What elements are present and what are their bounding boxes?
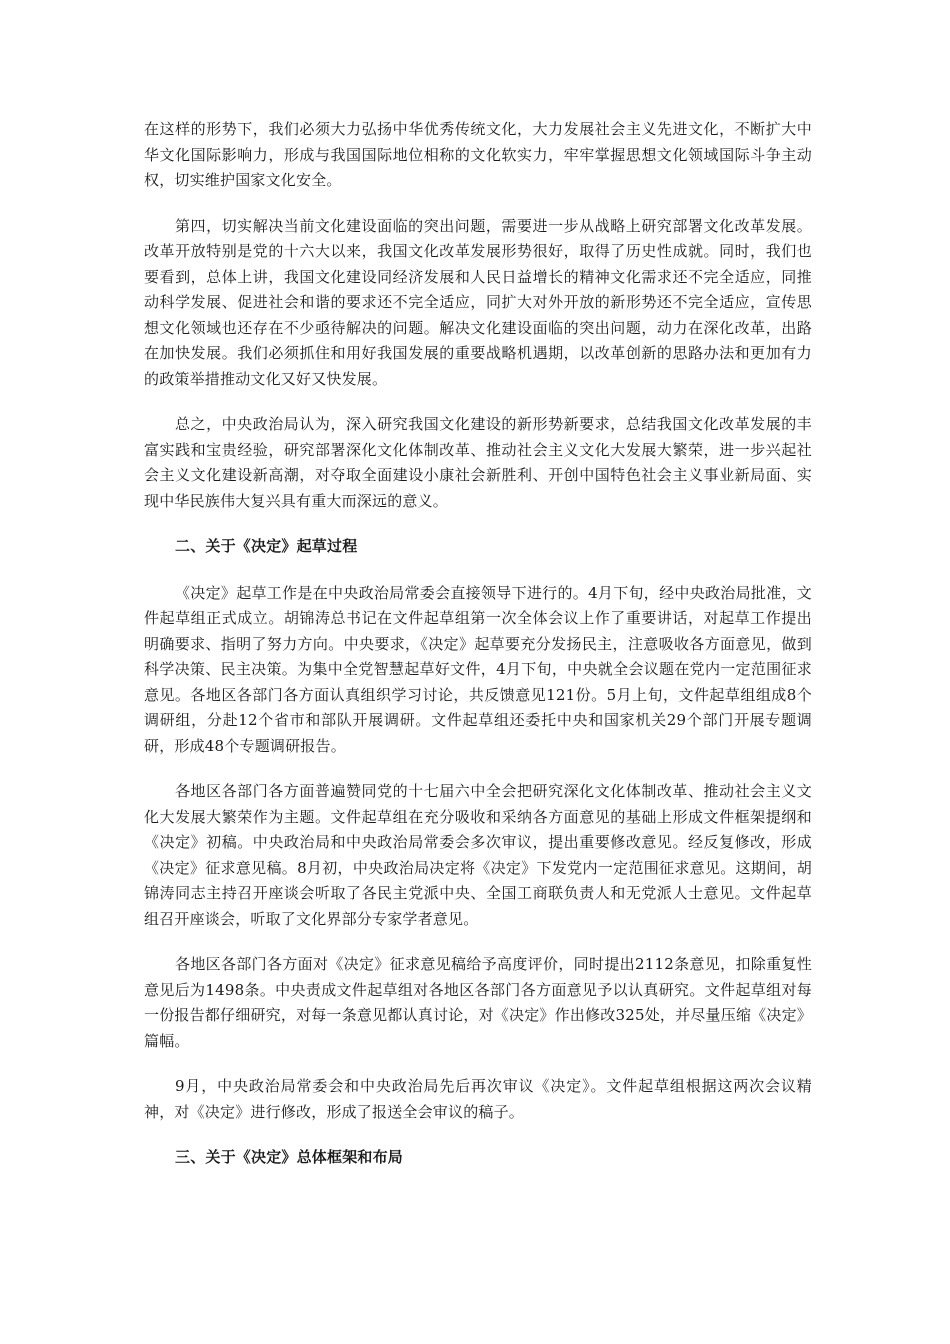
section-heading-drafting-process: 二、关于《决定》起草过程 — [175, 537, 358, 555]
paragraph-feedback: 各地区各部门各方面对《决定》征求意见稿给予高度评价，同时提出2112条意见，扣除重复性意见后为1498条。中央责成文件起草组对各地区各部门各方面意见予以认真研究。文件起草组对每一份报告都仔细研究，对每一条意见都认真讨论，对《决定》作出修改325处，并尽量压缩《决定》篇幅。 — [144, 955, 812, 1050]
paragraph-fourth-point: 第四，切实解决当前文化建设面临的突出问题，需要进一步从战略上研究部署文化改革发展。改革开放特别是党的十六大以来，我国文化改革发展形势很好，取得了历史性成就。同时，我们也要看到，总体上讲，我国文化建设同经济发展和人民日益增长的精神文化需求还不完全适应，同推动科学发展、促进社会和谐的要求还不完全适应，同扩大对外开放的新形势还不完全适应，宣传思想文化领域也还存在不少亟待解决的问题。解决文化建设面临的突出问题，动力在深化改革，出路在加快发展。我们必须抓住和用好我国发展的重要战略机遇期，以改革创新的思路办法和更加有力的政策举措推动文化又好又快发展。 — [144, 216, 812, 388]
paragraph-september-review: 9月，中央政治局常委会和中央政治局先后再次审议《决定》。文件起草组根据这两次会议精神，对《决定》进行修改，形成了报送全会审议的稿子。 — [144, 1077, 812, 1121]
paragraph-conclusion: 总之，中央政治局认为，深入研究我国文化建设的新形势新要求，总结我国文化改革发展的丰富实践和宝贵经验，研究部署深化文化体制改革、推动社会主义文化大发展大繁荣，进一步兴起社会主义文化建设新高潮，对夺取全面建设小康社会新胜利、开创中国特色社会主义事业新局面、实现中华民族伟大复兴具有重大而深远的意义。 — [144, 415, 812, 510]
section-heading-framework: 三、关于《决定》总体框架和布局 — [175, 1148, 404, 1166]
paragraph-drafting-start: 《决定》起草工作是在中央政治局常委会直接领导下进行的。4月下旬，经中央政治局批准，文件起草组正式成立。胡锦涛总书记在文件起草组第一次全体会议上作了重要讲话，对起草工作提出明确要求、指明了努力方向。中央要求，《决定》起草要充分发扬民主，注意吸收各方面意见，做到科学决策、民主决策。为集中全党智慧起草好文件，4月下旬，中央就全会议题在党内一定范围征求意见。各地区各部门各方面认真组织学习讨论，共反馈意见121份。5月上旬，文件起草组组成8个调研组，分赴12个省市和部队开展调研。文件起草组还委托中央和国家机关29个部门开展专题调研，形成48个专题调研报告。 — [144, 583, 812, 755]
document-page — [144, 117, 812, 1192]
paragraph-cultural-situation: 在这样的形势下，我们必须大力弘扬中华优秀传统文化，大力发展社会主义先进文化，不断扩大中华文化国际影响力，形成与我国国际地位相称的文化软实力，牢牢掌握思想文化领域国际斗争主动权，切实维护国家文化安全。 — [144, 120, 812, 189]
paragraph-drafting-theme: 各地区各部门各方面普遍赞同党的十七届六中全会把研究深化文化体制改革、推动社会主义文化大发展大繁荣作为主题。文件起草组在充分吸收和采纳各方面意见的基础上形成文件框架提纲和《决定》初稿。中央政治局和中央政治局常委会多次审议，提出重要修改意见。经反复修改，形成《决定》征求意见稿。8月初，中央政治局决定将《决定》下发党内一定范围征求意见。这期间，胡锦涛同志主持召开座谈会听取了各民主党派中央、全国工商联负责人和无党派人士意见。文件起草组召开座谈会，听取了文化界部分专家学者意见。 — [144, 782, 812, 928]
